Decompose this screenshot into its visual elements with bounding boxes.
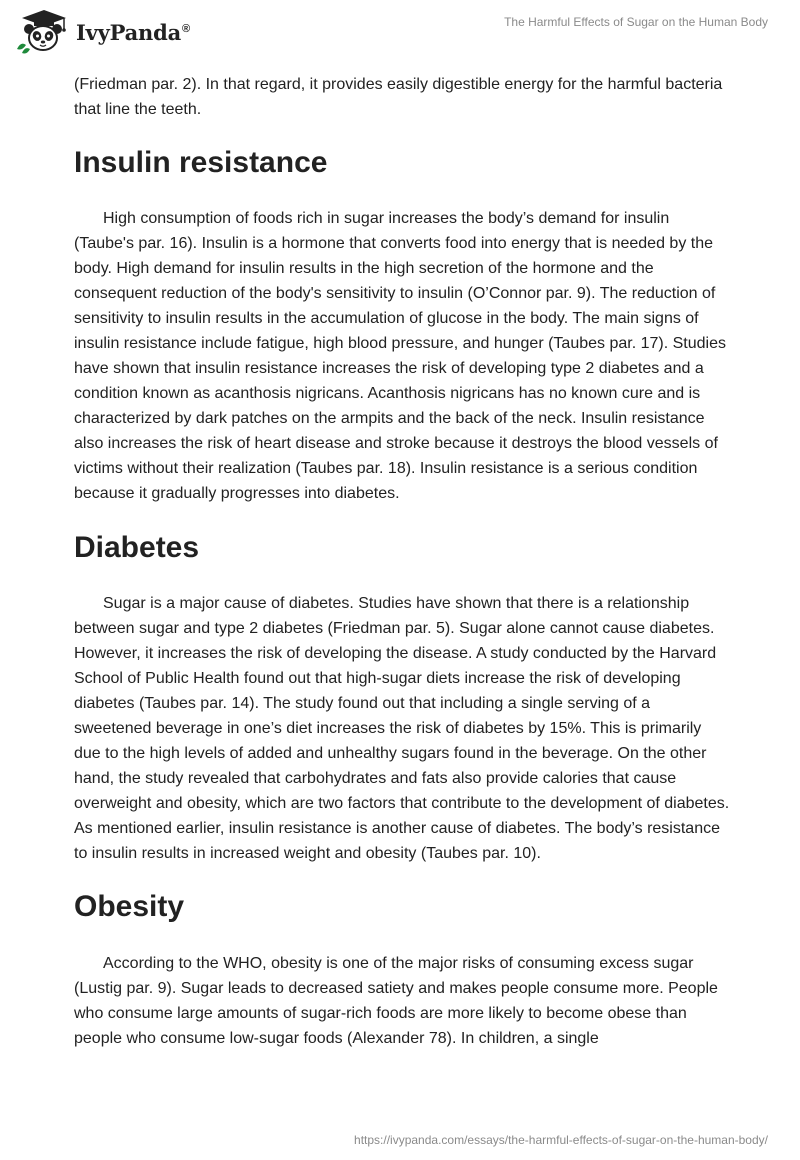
document-title: The Harmful Effects of Sugar on the Human Body: [504, 15, 768, 29]
source-url-link[interactable]: https://ivypanda.com/essays/the-harmful-effects-of-sugar-on-the-human-body/: [354, 1133, 768, 1147]
heading-insulin-resistance: Insulin resistance: [74, 146, 328, 179]
ivypanda-logo[interactable]: [14, 8, 190, 56]
diabetes-paragraph: Sugar is a major cause of diabetes. Studies have shown that there is a relationship between sugar and type 2 diabetes (Friedman par. 5). Sugar alone cannot cause diabetes. However, it increases the risk of developing the disease. A study conducted by the Harvard School of Public Health found out that high-sugar diets increase the risk of developing diabetes (Taubes par. 14). The study found out that including a single serving of a sweetened beverage in one’s diet increases the risk of diabetes by 15%. This is primarily due to the high levels of added and unhealthy sugars found in the beverage. On the other hand, the study revealed that carbohydrates and fats also provide calories that cause overweight and obesity, which are two factors that contribute to the development of diabetes. As mentioned earlier, insulin resistance is another cause of diabetes. The body’s resistance to insulin results in increased weight and obesity (Taubes par. 10).: [74, 595, 730, 862]
insulin-resistance-paragraph: High consumption of foods rich in sugar increases the body’s demand for insulin (Taube's par. 16). Insulin is a hormone that converts food into energy that is needed by the body. High demand for insulin results in the high secretion of the hormone and the consequent reduction of the body's sensitivity to insulin (O’Connor par. 9). The reduction of sensitivity to insulin results in the accumulation of glucose in the body. The main signs of insulin resistance include fatigue, high blood pressure, and hunger (Taubes par. 17). Studies have shown that insulin resistance increases the risk of developing type 2 diabetes and a condition known as acanthosis nigricans. Acanthosis nigricans has no known cure and is characterized by dark patches on the armpits and the back of the neck. Insulin resistance also increases the risk of heart disease and stroke because it destroys the blood vessels of victims without their realization (Taubes par. 18). Insulin resistance is a serious condition because it gradually progresses into diabetes.: [74, 210, 726, 502]
essay-body: [74, 72, 730, 1051]
panda-graduate-icon: [14, 9, 72, 55]
heading-diabetes: Diabetes: [74, 531, 200, 564]
page-header: [0, 0, 800, 62]
heading-obesity: Obesity: [74, 890, 185, 923]
intro-paragraph: (Friedman par. 2). In that regard, it provides easily digestible energy for the harmful bacteria that line the teeth.: [74, 76, 723, 118]
logo-wordmark: IvyPanda®: [76, 19, 190, 45]
obesity-paragraph: According to the WHO, obesity is one of the major risks of consuming excess sugar (Lustig par. 9). Sugar leads to decreased satiety and makes people consume more. People who consume large amounts of sugar-rich foods are more likely to become obese than people who consume low-sugar foods (Alexander 78). In children, a single: [74, 955, 718, 1047]
